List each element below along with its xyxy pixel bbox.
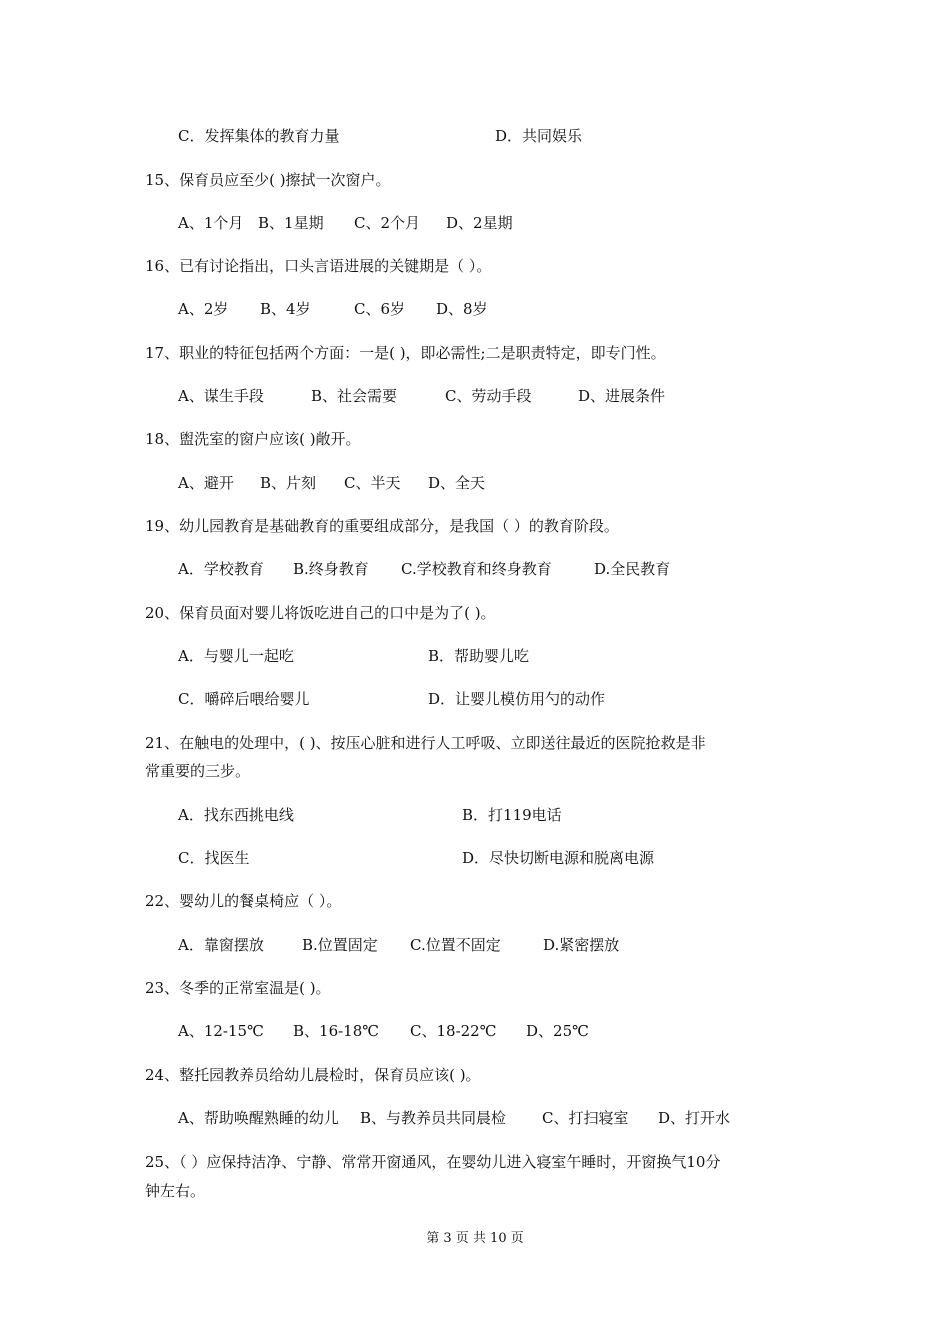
q22-option-b: B.位置固定 (302, 936, 378, 954)
q17-option-c: C、劳动手段 (445, 387, 532, 405)
q21-option-c: C．找医生 (178, 849, 250, 867)
q15-option-a: A、1个月 (178, 214, 244, 232)
question-19-options (178, 559, 670, 579)
q23-option-d: D、25℃ (526, 1022, 589, 1040)
q18-option-c: C、半天 (344, 474, 401, 492)
question-24: 24、整托园教养员给幼儿晨检时，保育员应该( )。 (145, 1066, 481, 1084)
q20-option-b: B．帮助婴儿吃 (428, 647, 530, 665)
q15-option-c: C、2个月 (354, 214, 421, 232)
q22-option-c: C.位置不固定 (410, 936, 501, 954)
question-21-continued: 常重要的三步。 (145, 762, 251, 780)
q22-option-d: D.紧密摆放 (543, 936, 620, 954)
q16-option-b: B、4岁 (260, 300, 311, 318)
q20-option-a: A．与婴儿一起吃 (178, 647, 294, 665)
q14-option-d: D．共同娱乐 (495, 127, 583, 145)
q24-option-c: C、打扫寝室 (542, 1109, 629, 1127)
question-24-options (178, 1108, 730, 1128)
q22-option-a: A．靠窗摆放 (178, 936, 264, 954)
q23-option-a: A、12-15℃ (178, 1022, 264, 1040)
q18-option-b: B、片刻 (260, 474, 317, 492)
q19-option-c: C.学校教育和终身教育 (401, 560, 552, 578)
q23-option-b: B、16-18℃ (293, 1022, 380, 1040)
question-16-options (178, 299, 488, 319)
q16-option-a: A、2岁 (178, 300, 229, 318)
q24-option-b: B、与教养员共同晨检 (360, 1109, 507, 1127)
question-17: 17、职业的特征包括两个方面：一是( )，即必需性;二是职责特定，即专门性。 (145, 344, 666, 362)
q19-option-d: D.全民教育 (594, 560, 671, 578)
question-23-options (178, 1021, 589, 1041)
q15-option-d: D、2星期 (446, 214, 513, 232)
q18-option-a: A、避开 (178, 474, 234, 492)
question-18: 18、盥洗室的窗户应该( )敞开。 (145, 430, 361, 448)
q17-option-b: B、社会需要 (311, 387, 398, 405)
question-17-options (178, 386, 665, 406)
q18-option-d: D、全天 (428, 474, 486, 492)
question-23: 23、冬季的正常室温是( )。 (145, 979, 331, 997)
question-15-options (178, 213, 513, 233)
q19-option-a: A．学校教育 (178, 560, 264, 578)
question-18-options (178, 473, 485, 493)
question-20: 20、保育员面对婴儿将饭吃进自己的口中是为了( )。 (145, 604, 496, 622)
q19-option-b: B.终身教育 (293, 560, 369, 578)
q24-option-a: A、帮助唤醒熟睡的幼儿 (178, 1109, 339, 1127)
question-19: 19、幼儿园教育是基础教育的重要组成部分，是我国（ ）的教育阶段。 (145, 517, 619, 535)
q16-option-c: C、6岁 (354, 300, 406, 318)
question-15: 15、保育员应至少( )擦拭一次窗户。 (145, 171, 391, 189)
q20-option-d: D．让婴儿模仿用勺的动作 (428, 690, 606, 708)
q20-option-c: C．嚼碎后喂给婴儿 (178, 690, 310, 708)
q21-option-a: A．找东西挑电线 (178, 806, 294, 824)
question-21: 21、在触电的处理中，( )、按压心脏和进行人工呼吸、立即送往最近的医院抢救是非 (145, 734, 706, 752)
question-22-options (178, 935, 619, 955)
q21-option-b: B．打119电话 (462, 806, 562, 824)
question-25-continued: 钟左右。 (145, 1182, 206, 1200)
q21-option-d: D．尽快切断电源和脱离电源 (462, 849, 655, 867)
question-25: 25、（ ）应保持洁净、宁静、常常开窗通风，在婴幼儿进入寝室午睡时，开窗换气10分 (145, 1153, 721, 1171)
q15-option-b: B、1星期 (258, 214, 324, 232)
q16-option-d: D、8岁 (436, 300, 488, 318)
page-number: 第 3 页 共 10 页 (426, 1231, 524, 1246)
question-16: 16、已有讨论指出，口头言语进展的关键期是（ ）。 (145, 257, 492, 275)
q24-option-d: D、打开水 (658, 1109, 731, 1127)
q14-option-c: C．发挥集体的教育力量 (178, 127, 340, 145)
question-22: 22、婴幼儿的餐桌椅应（ ）。 (145, 892, 342, 910)
q23-option-c: C、18-22℃ (410, 1022, 497, 1040)
q17-option-a: A、谋生手段 (178, 387, 264, 405)
q17-option-d: D、进展条件 (578, 387, 666, 405)
